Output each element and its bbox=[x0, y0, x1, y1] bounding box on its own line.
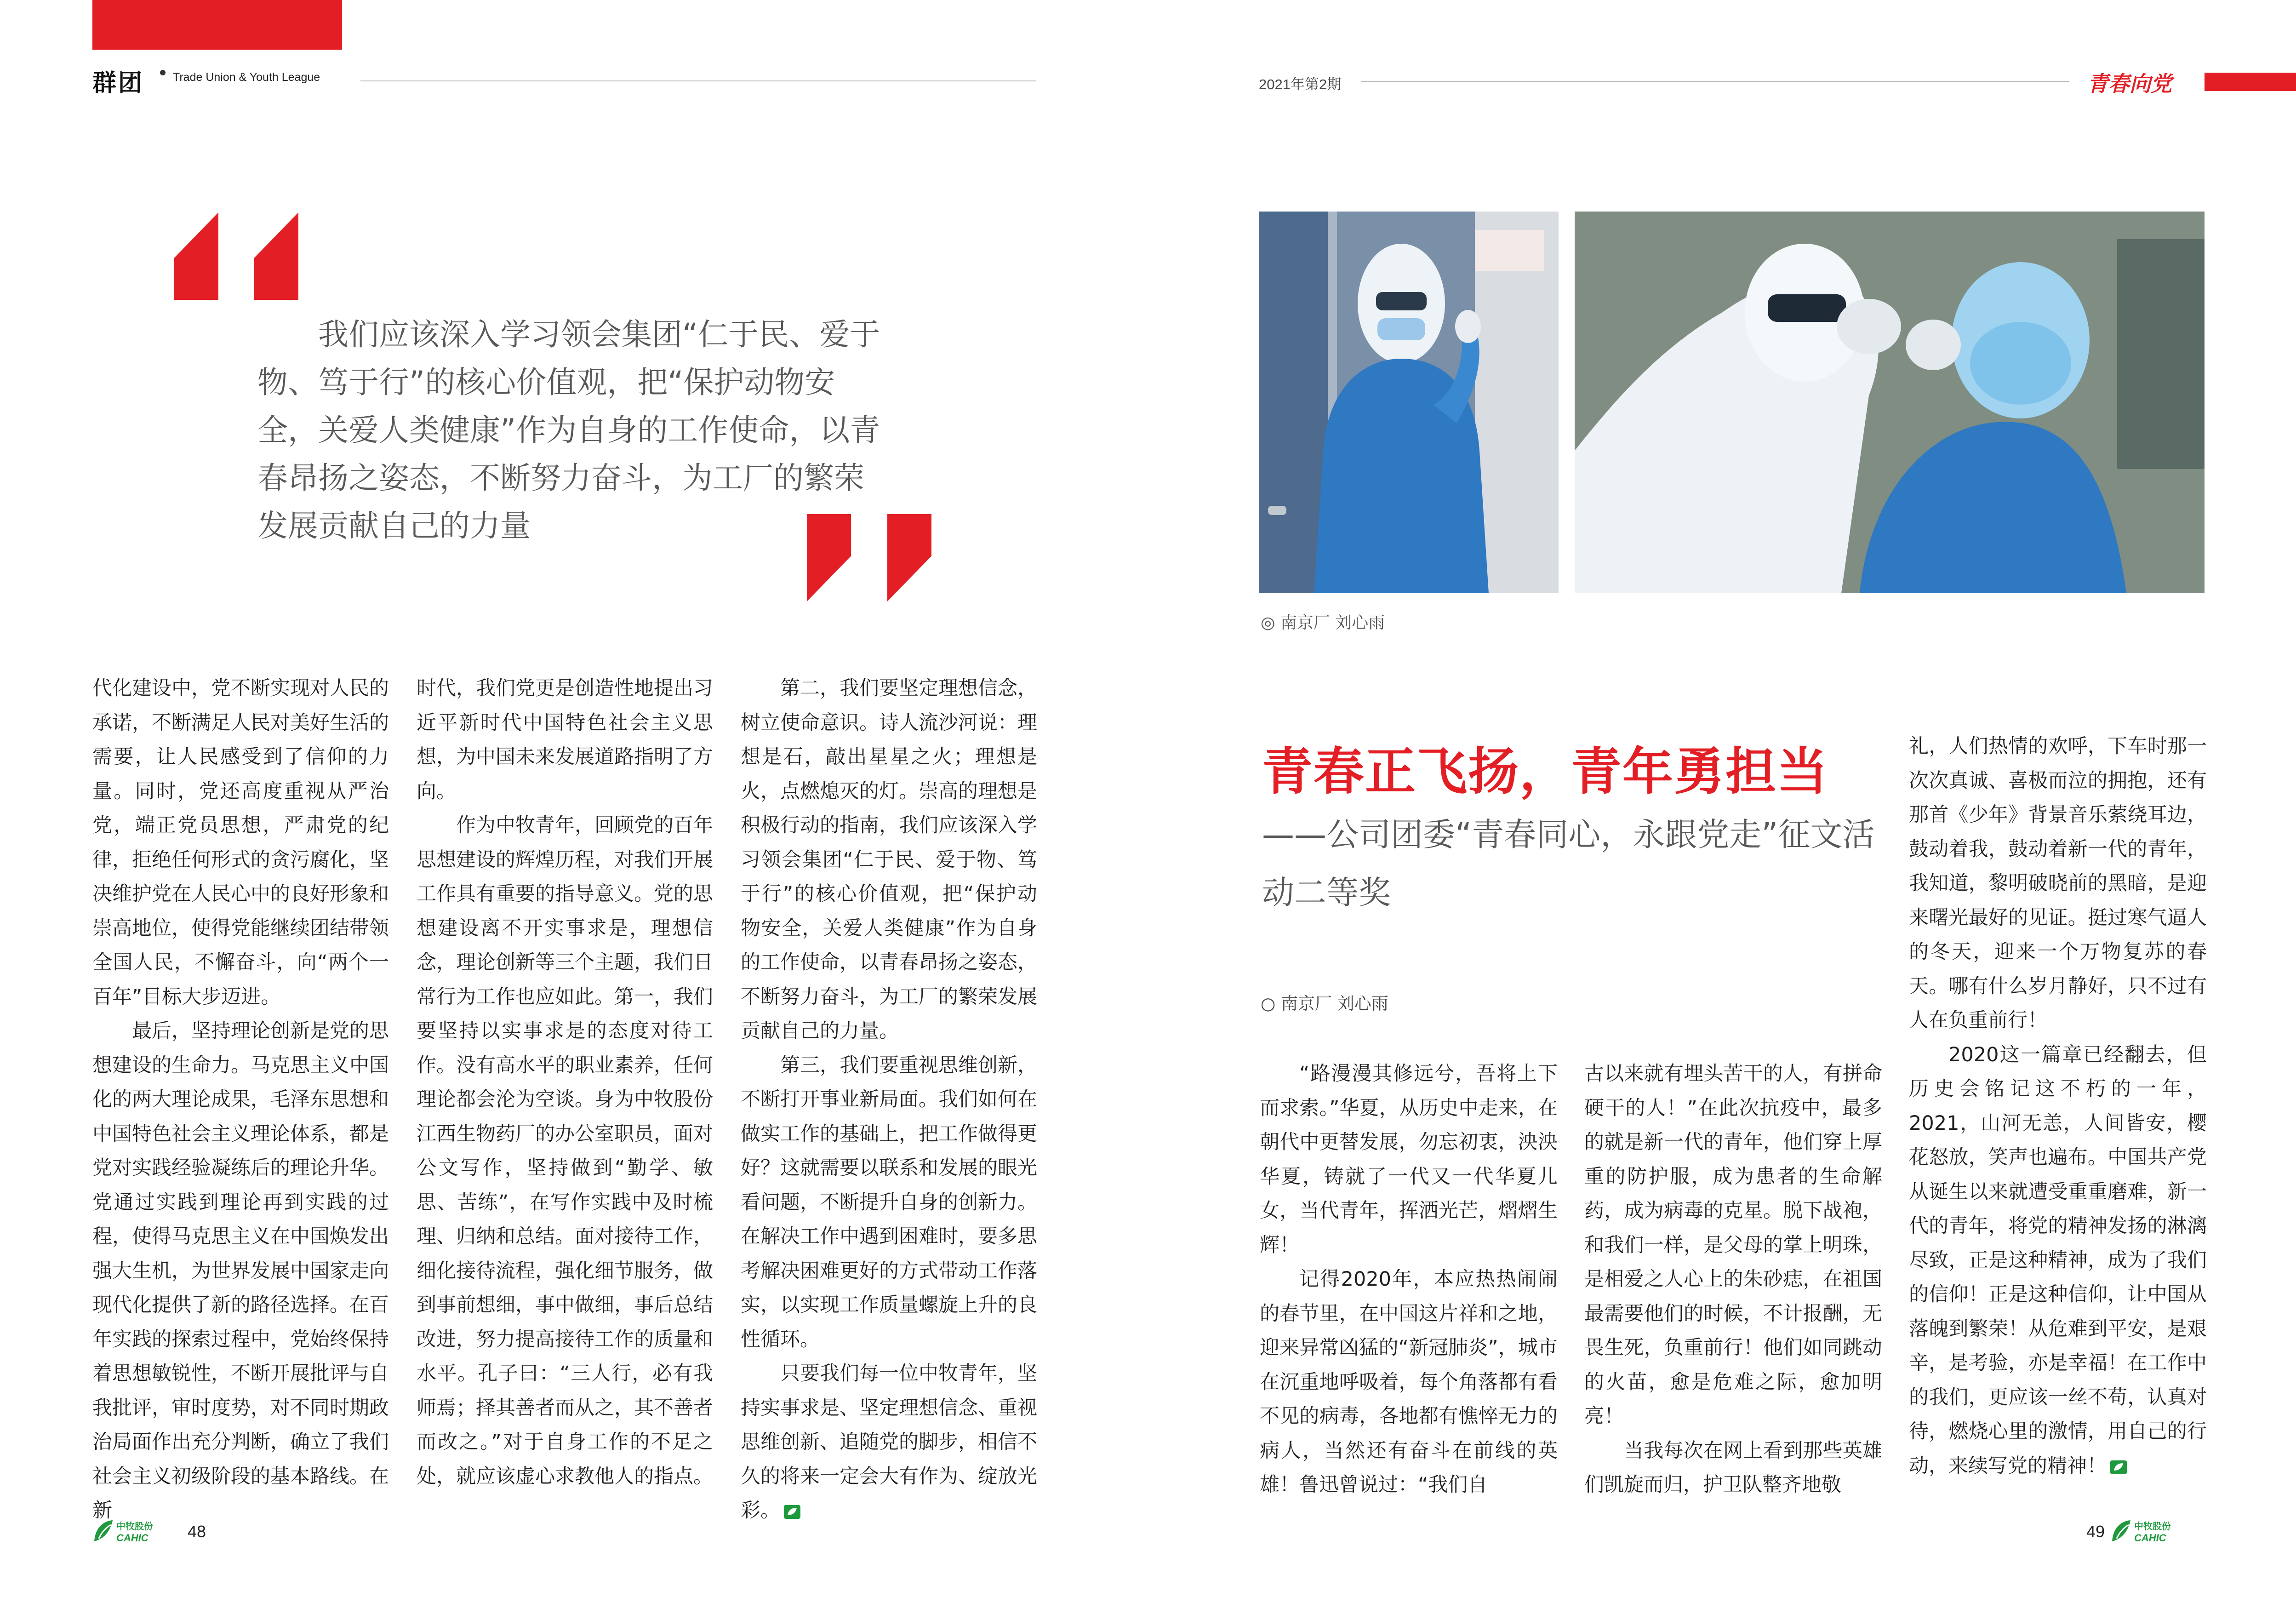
paragraph: “路漫漫其修远兮，吾将上下而求索。”华夏，从历史中走来，在朝代中更替发展，勿忘初衷，泱泱华夏，铸就了一代又一代华夏儿女，当代青年，挥洒光芒，熠熠生辉！ bbox=[1260, 1062, 1558, 1257]
medics-adjusting-goggles-illustration bbox=[1575, 212, 2205, 593]
body-column-6 bbox=[1909, 729, 2207, 1483]
photo-medic-thumbs-up bbox=[1259, 212, 1559, 593]
paragraph: 古以来就有埋头苦干的人，有拼命硬干的人！”在此次抗疫中，最多的就是新一代的青年，他们穿上厚重的防护服，成为患者的生命解药，成为病毒的克星。脱下战袍，和我们一样，是父母的掌上明珠，是相爱之人心上的朱砂痣，在祖国最需要他们的时候，不计报酬，无畏生死，负重前行！他们如同跳动的火苗，愈是危难之际，愈加明亮！ bbox=[1584, 1062, 1882, 1428]
paragraph-text: 只要我们每一位中牧青年，坚持实事求是、坚定理想信念、重视思维创新、追随党的脚步，相信不久的将来一定会大有作为、绽放光彩。 bbox=[741, 1362, 1037, 1522]
logo-en-text: CAHIC bbox=[116, 1532, 148, 1544]
paragraph: 时代，我们党更是创造性地提出习近平新时代中国特色社会主义思想，为中国未来发展道路指明了方向。 bbox=[417, 677, 713, 803]
close-quote-icon bbox=[887, 514, 931, 601]
body-column-5 bbox=[1584, 1057, 1882, 1502]
header-rule-right bbox=[1361, 81, 2069, 82]
paragraph: 记得2020年，本应热热闹闹的春节里，在中国这片祥和之地，迎来异常凶猛的“新冠肺炎”，城市在沉重地呼吸着，每个角落都有看不见的病毒，各地都有憔悴无力的病人，当然还有奋斗在前线的英雄！鲁迅曾说过：“我们自 bbox=[1260, 1268, 1558, 1496]
header-rule-left bbox=[360, 80, 1036, 81]
pull-quote: 我们应该深入学习领会集团“仁于民、爱于物、笃于行”的核心价值观，把“保护动物安全，关爱人类健康”作为自身的工作使命，以青春昂扬之姿态，不断努力奋斗，为工厂的繁荣发展贡献自己的力量 bbox=[257, 317, 880, 544]
paragraph: 作为中牧青年，回顾党的百年思想建设的辉煌历程，对我们开展工作具有重要的指导意义。党的思想建设离不开实事求是，理想信念，理论创新等三个主题，我们日常行为工作也应如此。第一，我们要坚持以实事求是的态度对待工作。没有高水平的职业素养，任何理论都会沦为空谈。身为中牧股份江西生物药厂的办公室职员，面对公文写作，坚持做到“勤学、敏思、苦练”，在写作实践中及时梳理、归纳和总结。面对接待工作，细化接待流程，强化细节服务，做到事前想细，事中做细，事后总结改进，努力提高接待工作的质量和水平。孔子曰：“三人行，必有我师焉；择其善者而从之，其不善者而改之。”对于自身工作的不足之处，就应该虚心求教他人的指点。 bbox=[417, 814, 713, 1488]
open-quote-icon bbox=[254, 212, 298, 300]
article-byline: ○ 南京厂 刘心雨 bbox=[1261, 994, 1388, 1013]
paragraph-with-end-mark bbox=[1909, 1038, 2207, 1483]
end-leaf-icon bbox=[2110, 1460, 2127, 1474]
section-subtitle: Trade Union & Youth League bbox=[173, 71, 320, 84]
photo-caption: ◎ 南京厂 刘心雨 bbox=[1261, 613, 1385, 632]
close-quote-icon bbox=[807, 514, 851, 601]
body-column-1 bbox=[92, 671, 389, 1528]
open-quote-icon bbox=[174, 212, 218, 300]
page-number-left: 48 bbox=[188, 1522, 206, 1541]
paragraph-with-end-mark bbox=[741, 1356, 1037, 1528]
paragraph: 礼，人们热情的欢呼，下车时那一次次真诚、喜极而泣的拥抱，还有那首《少年》背景音乐萦绕耳边，鼓动着我，鼓动着新一代的青年，我知道，黎明破晓前的黑暗，是迎来曙光最好的见证。挺过寒气逼人的冬天，迎来一个万物复苏的春天。哪有什么岁月静好，只不过有人在负重前行！ bbox=[1909, 735, 2207, 1032]
column-title: 青春向党 bbox=[2087, 71, 2172, 96]
header-red-bar-right bbox=[2205, 73, 2296, 91]
article-subtitle: ——公司团委“青春同心，永跟党走”征文活动二等奖 bbox=[1262, 816, 1875, 911]
header-red-bar-left bbox=[92, 0, 342, 50]
paragraph: 代化建设中，党不断实现对人民的承诺，不断满足人民对美好生活的需要，让人民感受到了信仰的力量。同时，党还高度重视从严治党，端正党员思想，严肃党的纪律，拒绝任何形式的贪污腐化，坚决维护党在人民心中的良好形象和崇高地位，使得党能继续团结带领全国人民，不懈奋斗，向“两个一百年”目标大步迈进。 bbox=[92, 677, 389, 1008]
logo-en-text: CAHIC bbox=[2134, 1532, 2166, 1544]
paragraph: 第二，我们要坚定理想信念，树立使命意识。诗人流沙河说：理想是石，敲出星星之火；理想是火，点燃熄灭的灯。崇高的理想是积极行动的指南，我们应该深入学习领会集团“仁于民、爱于物、笃于行”的核心价值观，把“保护动物安全，关爱人类健康”作为自身的工作使命，以青春昂扬之姿态，不断努力奋斗，为工厂的繁荣发展贡献自己的力量。 bbox=[741, 677, 1037, 1042]
paragraph: 最后，坚持理论创新是党的思想建设的生命力。马克思主义中国化的两大理论成果，毛泽东思想和中国特色社会主义理论体系，都是党对实践经验凝练后的理论升华。党通过实践到理论再到实践的过程，使得马克思主义在中国焕发出强大生机，为世界发展中国家走向现代化提供了新的路径选择。在百年实践的探索过程中，党始终保持着思想敏锐性，不断开展批评与自我批评，审时度势，对不同时期政治局面作出充分判断，确立了我们社会主义初级阶段的基本路线。在新 bbox=[92, 1019, 389, 1522]
header-bullet bbox=[160, 70, 166, 75]
company-logo bbox=[92, 1518, 184, 1544]
medic-thumbs-up-illustration bbox=[1259, 212, 1559, 593]
company-logo bbox=[2110, 1518, 2202, 1544]
paragraph: 第三，我们要重视思维创新，不断打开事业新局面。我们如何在做实工作的基础上，把工作做得更好？这就需要以联系和发展的眼光看问题，不断提升自身的创新力。在解决工作中遇到困难时，要多思考解决困难更好的方式带动工作落实，以实现工作质量螺旋上升的良性循环。 bbox=[741, 1053, 1037, 1351]
logo-cn-text: 中牧股份 bbox=[2134, 1521, 2171, 1532]
body-column-4 bbox=[1260, 1057, 1558, 1502]
end-leaf-icon bbox=[784, 1505, 800, 1519]
article-title: 青春正飞扬，青年勇担当 bbox=[1262, 742, 1828, 801]
paragraph-text: 2020这一篇章已经翻去，但历史会铭记这不朽的一年，2021，山河无恙，人间皆安，樱花怒放，笑声也遍布。中国共产党从诞生以来就遭受重重磨难，新一代的青年，将党的精神发扬的淋漓尽致，正是这种精神，成为了我们的信仰！正是这种信仰，让中国从落魄到繁荣！从危难到平安，是艰辛，是考验，亦是幸福！在工作中的我们，更应该一丝不苟，认真对待，燃烧心里的激情，用自己的行动，来续写党的精神！ bbox=[1909, 1043, 2207, 1477]
photo-medics-adjusting-goggles bbox=[1575, 212, 2205, 593]
logo-cn-text: 中牧股份 bbox=[116, 1521, 153, 1532]
body-column-3 bbox=[741, 671, 1037, 1528]
issue-label: 2021年第2期 bbox=[1259, 76, 1342, 92]
paragraph: 当我每次在网上看到那些英雄们凯旋而归，护卫队整齐地敬 bbox=[1584, 1439, 1882, 1496]
section-title: 群团 bbox=[92, 69, 144, 97]
body-column-2 bbox=[417, 671, 713, 1494]
page-number-right: 49 bbox=[2086, 1522, 2105, 1541]
